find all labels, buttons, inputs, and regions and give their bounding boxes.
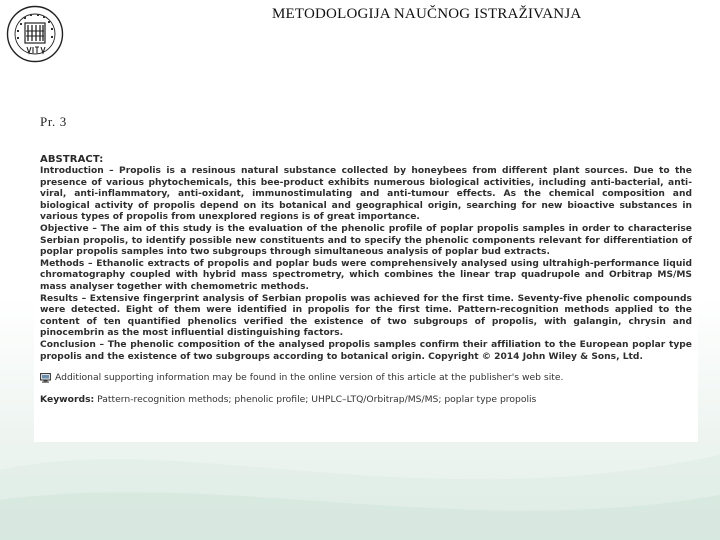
keywords-line xyxy=(40,394,692,406)
page-title: METODOLOGIJA NAUČNOG ISTRAŽIVANJA xyxy=(272,6,582,22)
supporting-info-line xyxy=(40,372,692,384)
abstract-body xyxy=(40,166,692,363)
abstract-excerpt xyxy=(34,150,698,442)
supporting-info-text: Additional supporting information may be found in the online version of this article at the publisher's web site. xyxy=(55,372,564,384)
keywords-text: Pattern-recognition methods; phenolic profile; UHPLC–LTQ/Orbitrap/MS/MS; poplar type propolis xyxy=(97,394,537,406)
monitor-icon xyxy=(40,373,51,383)
abstract-results: Results – Extensive fingerprint analysis of Serbian propolis was achieved for the first time. Seventy-five phenolic compounds were detected. Eight of them were identified in propolis for the first time. Pattern-recognition methods applied to the content of ten quantified phenolics verified the existence of two subgroups of propolis, with galangin, chrysin and pinocembrin as the most influential distinguishing factors. xyxy=(40,293,692,339)
abstract-objective: Objective – The aim of this study is the evaluation of the phenolic profile of poplar propolis samples in order to characterise Serbian propolis, to identify possible new constituents and to specify the phenolic components relevant for differentiation of poplar propolis samples into two subgroups through simultaneous analysis of poplar bud extracts. xyxy=(40,223,692,258)
keywords-label: Keywords: xyxy=(40,394,95,406)
page-label: Pr. 3 xyxy=(40,114,67,129)
abstract-conclusion: Conclusion – The phenolic composition of the analysed propolis samples confirm their affiliation to the European poplar type propolis and the existence of two subgroups according to botanical origin. Copyright © 2014 John Wiley & Sons, Ltd. xyxy=(40,339,692,362)
abstract-methods: Methods – Ethanolic extracts of propolis and poplar buds were comprehensively analysed using ultrahigh-performance liquid chromatography coupled with hybrid mass spectrometry, which combines the linear trap quadrupole and Orbitrap MS/MS mass analyser together with chemometric methods. xyxy=(40,258,692,292)
abstract-heading: ABSTRACT: xyxy=(40,154,104,165)
university-seal-logo xyxy=(6,5,64,63)
abstract-introduction: Introduction – Propolis is a resinous natural substance collected by honeybees from different plant sources. Due to the presence of various phytochemicals, this bee-product exhibits numerous biological activities, including anti-bacterial, anti-viral, anti-inflammatory, anti-oxidant, immunostimulating and anti-tumour effects. As the chemical composition and biological activity of propolis depend on its botanical and geographical origin, searching for new bioactive substances in various types of propolis from unexplored regions is of great importance. xyxy=(40,166,692,223)
